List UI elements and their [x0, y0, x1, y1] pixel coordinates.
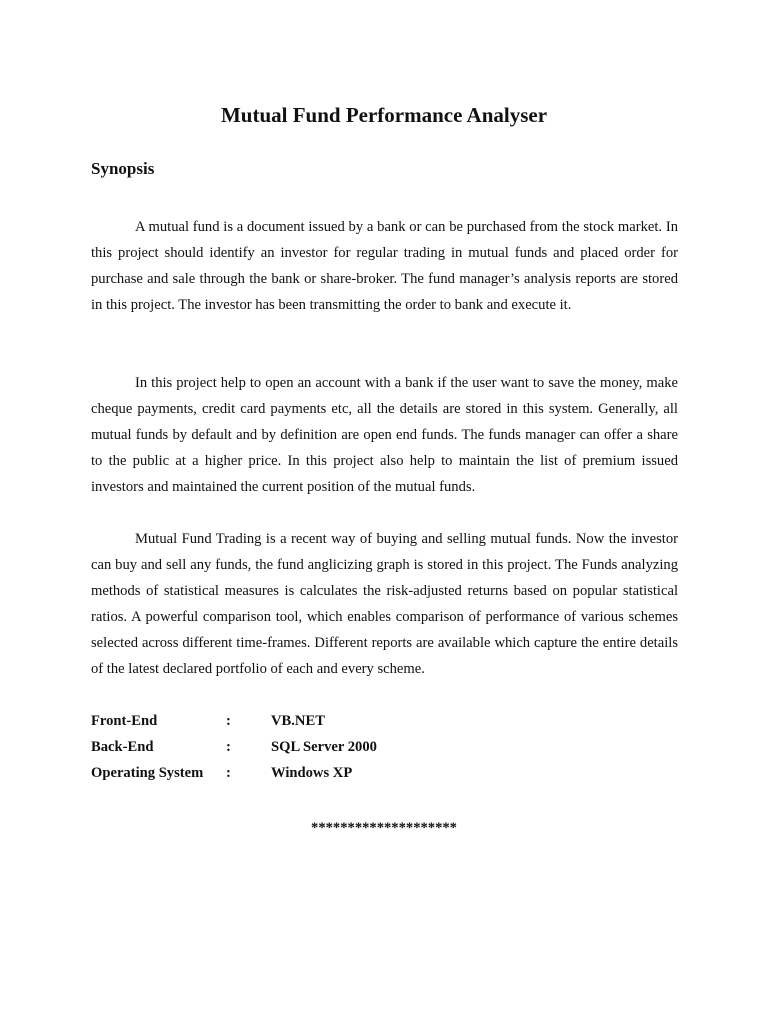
spec-colon: : [226, 739, 231, 755]
paragraph: A mutual fund is a document issued by a bank or can be purchased from the stock market. In this project should identify an investor for regular trading in mutual funds and placed order for purchase and sale through the bank or share-broker. The fund manager’s analysis reports are stored in this project. The investor has been transmitting the order to bank and execute it. [91, 219, 678, 313]
spec-label: Front-End [91, 713, 158, 729]
end-marker: ******************** [311, 820, 457, 836]
paragraph: In this project help to open an account with a bank if the user want to save the money, make cheque payments, credit card payments etc, all the details are stored in this system. Generally, all mutual funds by default and by definition are open end funds. The funds manager can offer a share to the public at a higher price. In this project also help to maintain the list of premium issued investors and maintained the current position of the mutual funds. [91, 375, 678, 495]
spec-colon: : [226, 765, 231, 781]
spec-colon: : [226, 713, 231, 729]
spec-value: Windows XP [271, 765, 353, 781]
document-title: Mutual Fund Performance Analyser [220, 103, 548, 127]
spec-value: SQL Server 2000 [271, 739, 377, 755]
spec-label: Operating System [91, 765, 204, 781]
spec-value: VB.NET [271, 713, 325, 729]
spec-label: Back-End [91, 739, 154, 755]
section-heading: Synopsis [91, 159, 155, 178]
paragraph: Mutual Fund Trading is a recent way of buying and selling mutual funds. Now the investor can buy and sell any funds, the fund anglicizing graph is stored in this project. The Funds analyzing methods of statistical measures is calculates the risk-adjusted returns based on popular statistical ratios. A powerful comparison tool, which enables comparison of performance of various schemes selected across different time-frames. Different reports are available which capture the entire details of the latest declared portfolio of each and every scheme. [91, 531, 678, 677]
